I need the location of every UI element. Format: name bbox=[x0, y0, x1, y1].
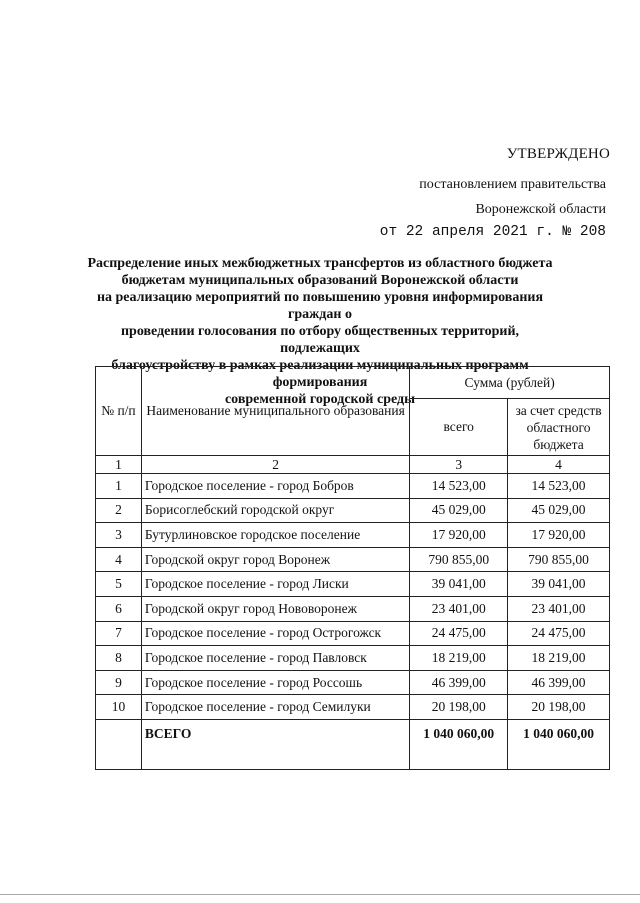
table-row bbox=[96, 646, 610, 671]
row-name: Городской округ город Нововоронеж bbox=[141, 596, 409, 621]
row-total: 23 401,00 bbox=[410, 596, 508, 621]
row-total: 39 041,00 bbox=[410, 572, 508, 597]
header-sum: Сумма (рублей) bbox=[410, 367, 610, 399]
row-name: Городское поселение - город Семилуки bbox=[141, 695, 409, 720]
row-total: 20 198,00 bbox=[410, 695, 508, 720]
row-number: 7 bbox=[96, 621, 142, 646]
total-sum: 1 040 060,00 bbox=[410, 719, 508, 769]
header-regional: за счет средств областного бюджета bbox=[508, 399, 610, 456]
index-cell: 3 bbox=[410, 456, 508, 474]
row-number: 6 bbox=[96, 596, 142, 621]
row-total: 790 855,00 bbox=[410, 547, 508, 572]
row-regional: 24 475,00 bbox=[508, 621, 610, 646]
row-name: Городское поселение - город Лиски bbox=[141, 572, 409, 597]
approval-heading: УТВЕРЖДЕНО bbox=[506, 146, 610, 162]
row-regional: 14 523,00 bbox=[508, 474, 610, 499]
row-number: 4 bbox=[96, 547, 142, 572]
table-row bbox=[96, 596, 610, 621]
row-name: Городское поселение - город Бобров bbox=[141, 474, 409, 499]
row-total: 18 219,00 bbox=[410, 646, 508, 671]
index-cell: 1 bbox=[96, 456, 142, 474]
row-name: Городское поселение - город Павловск bbox=[141, 646, 409, 671]
row-name: Городской округ город Воронеж bbox=[141, 547, 409, 572]
row-number: 10 bbox=[96, 695, 142, 720]
row-name: Городское поселение - город Россошь bbox=[141, 670, 409, 695]
row-regional: 45 029,00 bbox=[508, 498, 610, 523]
index-cell: 2 bbox=[141, 456, 409, 474]
row-regional: 23 401,00 bbox=[508, 596, 610, 621]
row-regional: 39 041,00 bbox=[508, 572, 610, 597]
row-number: 9 bbox=[96, 670, 142, 695]
index-cell: 4 bbox=[508, 456, 610, 474]
header-total: всего bbox=[410, 399, 508, 456]
total-row bbox=[96, 719, 610, 769]
row-total: 24 475,00 bbox=[410, 621, 508, 646]
row-name: Бутурлиновское городское поселение bbox=[141, 523, 409, 548]
title-line: Распределение иных межбюджетных трансфертов из областного бюджета bbox=[87, 256, 553, 271]
row-number: 1 bbox=[96, 474, 142, 499]
row-number: 3 bbox=[96, 523, 142, 548]
table-row bbox=[96, 523, 610, 548]
approval-region: Воронежской области bbox=[475, 202, 606, 217]
row-number: 2 bbox=[96, 498, 142, 523]
row-total: 17 920,00 bbox=[410, 523, 508, 548]
table-row bbox=[96, 572, 610, 597]
title-line: благоустройству в рамках реализации муниципальных программ формирования bbox=[111, 358, 529, 390]
table-row bbox=[96, 670, 610, 695]
table-row bbox=[96, 695, 610, 720]
row-regional: 20 198,00 bbox=[508, 695, 610, 720]
table-row bbox=[96, 621, 610, 646]
row-name: Борисоглебский городской округ bbox=[141, 498, 409, 523]
total-regional: 1 040 060,00 bbox=[508, 719, 610, 769]
header-name: Наименование муниципального образования bbox=[141, 367, 409, 456]
row-regional: 17 920,00 bbox=[508, 523, 610, 548]
row-total: 45 029,00 bbox=[410, 498, 508, 523]
distribution-table bbox=[95, 366, 610, 770]
approval-decree: постановлением правительства bbox=[419, 177, 606, 192]
row-number: 8 bbox=[96, 646, 142, 671]
row-total: 46 399,00 bbox=[410, 670, 508, 695]
row-name: Городское поселение - город Острогожск bbox=[141, 621, 409, 646]
row-regional: 790 855,00 bbox=[508, 547, 610, 572]
total-label: ВСЕГО bbox=[141, 719, 409, 769]
row-regional: 18 219,00 bbox=[508, 646, 610, 671]
table-row bbox=[96, 498, 610, 523]
title-line: на реализацию мероприятий по повышению уровня информирования граждан о bbox=[96, 290, 544, 322]
page-bottom-edge bbox=[0, 894, 640, 895]
table-row bbox=[96, 474, 610, 499]
header-number: № п/п bbox=[96, 367, 142, 456]
title-line: проведении голосования по отбору общественных территорий, подлежащих bbox=[120, 324, 520, 356]
table-row bbox=[96, 547, 610, 572]
title-line: современной городской среды bbox=[224, 392, 416, 407]
row-regional: 46 399,00 bbox=[508, 670, 610, 695]
title-line: бюджетам муниципальных образований Воронежской области bbox=[121, 273, 519, 288]
row-total: 14 523,00 bbox=[410, 474, 508, 499]
row-number: 5 bbox=[96, 572, 142, 597]
approval-date-number: от 22 апреля 2021 г. № 208 bbox=[379, 224, 606, 240]
